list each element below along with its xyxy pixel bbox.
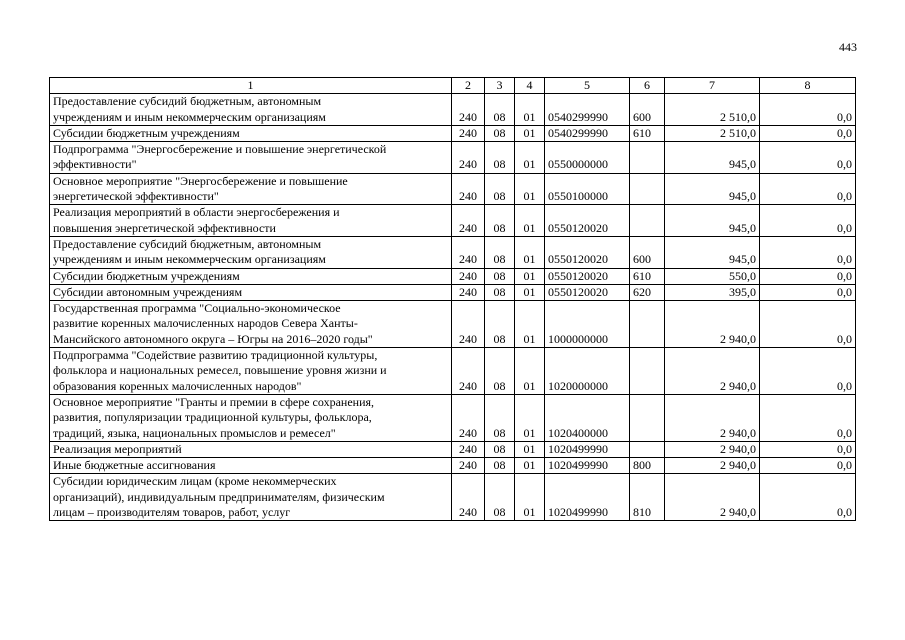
- cell-target-code: 1000000000: [545, 301, 630, 348]
- table-row: [50, 236, 856, 268]
- cell-subsection: 01: [515, 205, 545, 237]
- column-header: 6: [630, 78, 665, 94]
- cell-ministry: 240: [452, 394, 485, 441]
- cell-amount-2: 0,0: [760, 458, 856, 474]
- row-name: Подпрограмма "Энергосбережение и повышение энергетической эффективности": [50, 142, 452, 174]
- cell-subsection: 01: [515, 268, 545, 284]
- cell-amount-2: 0,0: [760, 173, 856, 205]
- cell-section: 08: [485, 301, 515, 348]
- row-name: Предоставление субсидий бюджетным, автономным учреждениям и иным некоммерческим организациям: [50, 236, 452, 268]
- cell-section: 08: [485, 94, 515, 126]
- cell-amount-2: 0,0: [760, 142, 856, 174]
- table-row: [50, 142, 856, 174]
- cell-target-code: 0550120020: [545, 284, 630, 300]
- cell-subsection: 01: [515, 394, 545, 441]
- budget-table: [49, 77, 856, 521]
- cell-section: 08: [485, 173, 515, 205]
- cell-target-code: 1020499990: [545, 458, 630, 474]
- table-row: [50, 394, 856, 441]
- cell-subsection: 01: [515, 284, 545, 300]
- cell-section: 08: [485, 142, 515, 174]
- cell-amount: 945,0: [665, 173, 760, 205]
- cell-section: 08: [485, 236, 515, 268]
- cell-expense-type: 610: [630, 125, 665, 141]
- cell-ministry: 240: [452, 173, 485, 205]
- cell-target-code: 1020400000: [545, 394, 630, 441]
- cell-amount: 2 510,0: [665, 125, 760, 141]
- cell-ministry: 240: [452, 301, 485, 348]
- cell-amount: 945,0: [665, 236, 760, 268]
- cell-ministry: 240: [452, 348, 485, 395]
- cell-target-code: 0550100000: [545, 173, 630, 205]
- column-header: 7: [665, 78, 760, 94]
- cell-amount-2: 0,0: [760, 394, 856, 441]
- cell-target-code: 1020499990: [545, 474, 630, 521]
- row-name: Субсидии бюджетным учреждениям: [50, 268, 452, 284]
- cell-amount: 550,0: [665, 268, 760, 284]
- cell-target-code: 0550120020: [545, 268, 630, 284]
- cell-ministry: 240: [452, 205, 485, 237]
- cell-amount-2: 0,0: [760, 205, 856, 237]
- cell-ministry: 240: [452, 236, 485, 268]
- row-name: Предоставление субсидий бюджетным, автономным учреждениям и иным некоммерческим организациям: [50, 94, 452, 126]
- table-row: [50, 458, 856, 474]
- table-row: [50, 441, 856, 457]
- cell-expense-type: [630, 441, 665, 457]
- cell-subsection: 01: [515, 142, 545, 174]
- cell-section: 08: [485, 125, 515, 141]
- cell-amount: 2 940,0: [665, 441, 760, 457]
- table-row: [50, 348, 856, 395]
- cell-amount: 2 940,0: [665, 348, 760, 395]
- cell-expense-type: 620: [630, 284, 665, 300]
- cell-target-code: 0550120020: [545, 236, 630, 268]
- cell-amount-2: 0,0: [760, 236, 856, 268]
- column-header: 2: [452, 78, 485, 94]
- cell-amount: 2 940,0: [665, 474, 760, 521]
- cell-expense-type: [630, 142, 665, 174]
- cell-expense-type: 600: [630, 94, 665, 126]
- cell-expense-type: [630, 348, 665, 395]
- cell-subsection: 01: [515, 125, 545, 141]
- cell-subsection: 01: [515, 441, 545, 457]
- cell-ministry: 240: [452, 284, 485, 300]
- cell-target-code: 0550120020: [545, 205, 630, 237]
- cell-ministry: 240: [452, 441, 485, 457]
- cell-amount-2: 0,0: [760, 474, 856, 521]
- table-body: [50, 94, 856, 521]
- row-name: Субсидии бюджетным учреждениям: [50, 125, 452, 141]
- cell-amount-2: 0,0: [760, 125, 856, 141]
- page-number: 443: [839, 40, 857, 54]
- cell-amount: 2 940,0: [665, 394, 760, 441]
- column-header: 1: [50, 78, 452, 94]
- cell-subsection: 01: [515, 301, 545, 348]
- column-header: 5: [545, 78, 630, 94]
- cell-subsection: 01: [515, 458, 545, 474]
- cell-target-code: 0550000000: [545, 142, 630, 174]
- cell-subsection: 01: [515, 173, 545, 205]
- cell-target-code: 0540299990: [545, 94, 630, 126]
- table-row: [50, 301, 856, 348]
- cell-expense-type: 810: [630, 474, 665, 521]
- cell-ministry: 240: [452, 125, 485, 141]
- row-name: Подпрограмма "Содействие развитию традиционной культуры, фольклора и национальных ремесел, повышение уровня жизни и образования коренных малочисленных народов": [50, 348, 452, 395]
- table-row: [50, 284, 856, 300]
- table-row: [50, 173, 856, 205]
- cell-amount: 2 940,0: [665, 301, 760, 348]
- cell-target-code: 1020000000: [545, 348, 630, 395]
- cell-section: 08: [485, 205, 515, 237]
- cell-ministry: 240: [452, 94, 485, 126]
- cell-subsection: 01: [515, 474, 545, 521]
- cell-ministry: 240: [452, 142, 485, 174]
- cell-ministry: 240: [452, 458, 485, 474]
- cell-expense-type: [630, 173, 665, 205]
- row-name: Государственная программа "Социально-экономическое развитие коренных малочисленных народов Севера Ханты- Мансийского автономного округа – Югры на 2016–2020 годы": [50, 301, 452, 348]
- cell-expense-type: [630, 205, 665, 237]
- column-header: 3: [485, 78, 515, 94]
- cell-amount-2: 0,0: [760, 348, 856, 395]
- row-name: Основное мероприятие "Энергосбережение и повышение энергетической эффективности": [50, 173, 452, 205]
- row-name: Субсидии автономным учреждениям: [50, 284, 452, 300]
- table-row: [50, 205, 856, 237]
- row-name: Основное мероприятие "Гранты и премии в сфере сохранения, развития, популяризации традиционной культуры, фольклора, традиций, языка, национальных промыслов и ремесел": [50, 394, 452, 441]
- cell-section: 08: [485, 441, 515, 457]
- cell-section: 08: [485, 348, 515, 395]
- cell-amount-2: 0,0: [760, 284, 856, 300]
- cell-ministry: 240: [452, 474, 485, 521]
- table-row: [50, 474, 856, 521]
- cell-section: 08: [485, 458, 515, 474]
- cell-subsection: 01: [515, 348, 545, 395]
- cell-ministry: 240: [452, 268, 485, 284]
- cell-section: 08: [485, 394, 515, 441]
- cell-target-code: 1020499990: [545, 441, 630, 457]
- cell-section: 08: [485, 474, 515, 521]
- cell-subsection: 01: [515, 236, 545, 268]
- column-header: 8: [760, 78, 856, 94]
- cell-expense-type: 610: [630, 268, 665, 284]
- cell-expense-type: 800: [630, 458, 665, 474]
- cell-section: 08: [485, 284, 515, 300]
- cell-amount: 2 510,0: [665, 94, 760, 126]
- cell-expense-type: [630, 301, 665, 348]
- cell-amount: 2 940,0: [665, 458, 760, 474]
- cell-amount-2: 0,0: [760, 301, 856, 348]
- row-name: Субсидии юридическим лицам (кроме некоммерческих организаций), индивидуальным предпринимателям, физическим лицам – производителям товаров, работ, услуг: [50, 474, 452, 521]
- cell-expense-type: 600: [630, 236, 665, 268]
- table-row: [50, 94, 856, 126]
- cell-amount-2: 0,0: [760, 268, 856, 284]
- cell-amount: 945,0: [665, 142, 760, 174]
- cell-expense-type: [630, 394, 665, 441]
- cell-subsection: 01: [515, 94, 545, 126]
- cell-amount-2: 0,0: [760, 441, 856, 457]
- cell-section: 08: [485, 268, 515, 284]
- row-name: Реализация мероприятий: [50, 441, 452, 457]
- cell-amount: 945,0: [665, 205, 760, 237]
- cell-target-code: 0540299990: [545, 125, 630, 141]
- table-header-row: [50, 78, 856, 94]
- column-header: 4: [515, 78, 545, 94]
- cell-amount: 395,0: [665, 284, 760, 300]
- table-row: [50, 125, 856, 141]
- cell-amount-2: 0,0: [760, 94, 856, 126]
- row-name: Реализация мероприятий в области энергосбережения и повышения энергетической эффективности: [50, 205, 452, 237]
- table-row: [50, 268, 856, 284]
- row-name: Иные бюджетные ассигнования: [50, 458, 452, 474]
